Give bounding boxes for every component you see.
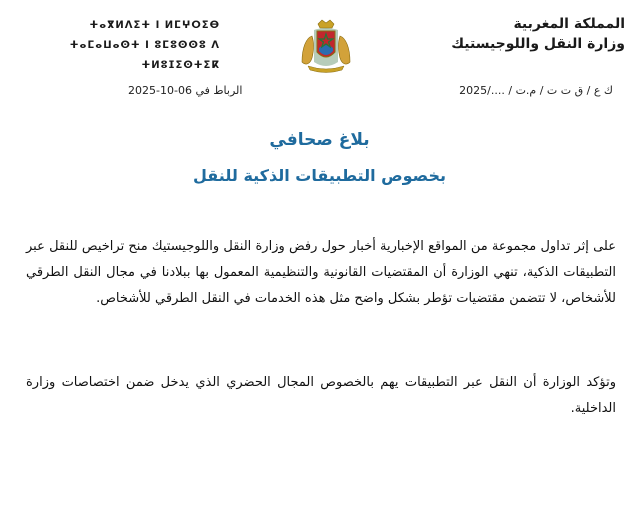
ministry-name-arabic: وزارة النقل واللوجيستيك bbox=[451, 36, 625, 52]
ministry-header-tifinagh bbox=[20, 16, 220, 76]
reference-number: ك ع / ق ت ت / م.ت / ..../2025 bbox=[459, 84, 613, 97]
ministry-name-tifinagh: ⵜⴰⵎⴰⵡⴰⵙⵜ ⵏ ⵓⵎⵓⵙⵙⵓ ⴷ ⵜⵍⵓⵊⵉⵙⵜⵉⴽ bbox=[69, 40, 220, 71]
royal-coat-of-arms-icon bbox=[298, 18, 354, 74]
kingdom-name-tifinagh: ⵜⴰⴳⵍⴷⵉⵜ ⵏ ⵍⵎⵖⵔⵉⴱ bbox=[89, 20, 220, 31]
document-date: الرباط في 06-10-2025 bbox=[128, 84, 243, 97]
press-release-title: بلاغ صحافي bbox=[269, 130, 370, 150]
body-paragraph-1: على إثر تداول مجموعة من المواقع الإخبارية أخبار حول رفض وزارة النقل واللوجيستيك منح تراخيص للنقل عبر التطبيقات الذكية، تنهي الوزارة أن المقتضيات القانونية والتنظيمية المعمول بها ببلادنا في مجال النقل الطرقي للأشخاص، لا تتضمن مقتضيات تؤطر بشكل واضح مثل هذه الخدمات في النقل الطرقي للأشخاص. bbox=[26, 239, 616, 306]
press-release-subtitle: بخصوص التطبيقات الذكية للنقل bbox=[193, 166, 446, 185]
body-paragraph-2: وتؤكد الوزارة أن النقل عبر التطبيقات يهم بالخصوص المجال الحضري الذي يدخل ضمن اختصاصات وزارة الداخلية. bbox=[26, 375, 616, 416]
kingdom-name-arabic: المملكة المغربية bbox=[513, 16, 625, 32]
ministry-header-arabic bbox=[425, 14, 625, 54]
